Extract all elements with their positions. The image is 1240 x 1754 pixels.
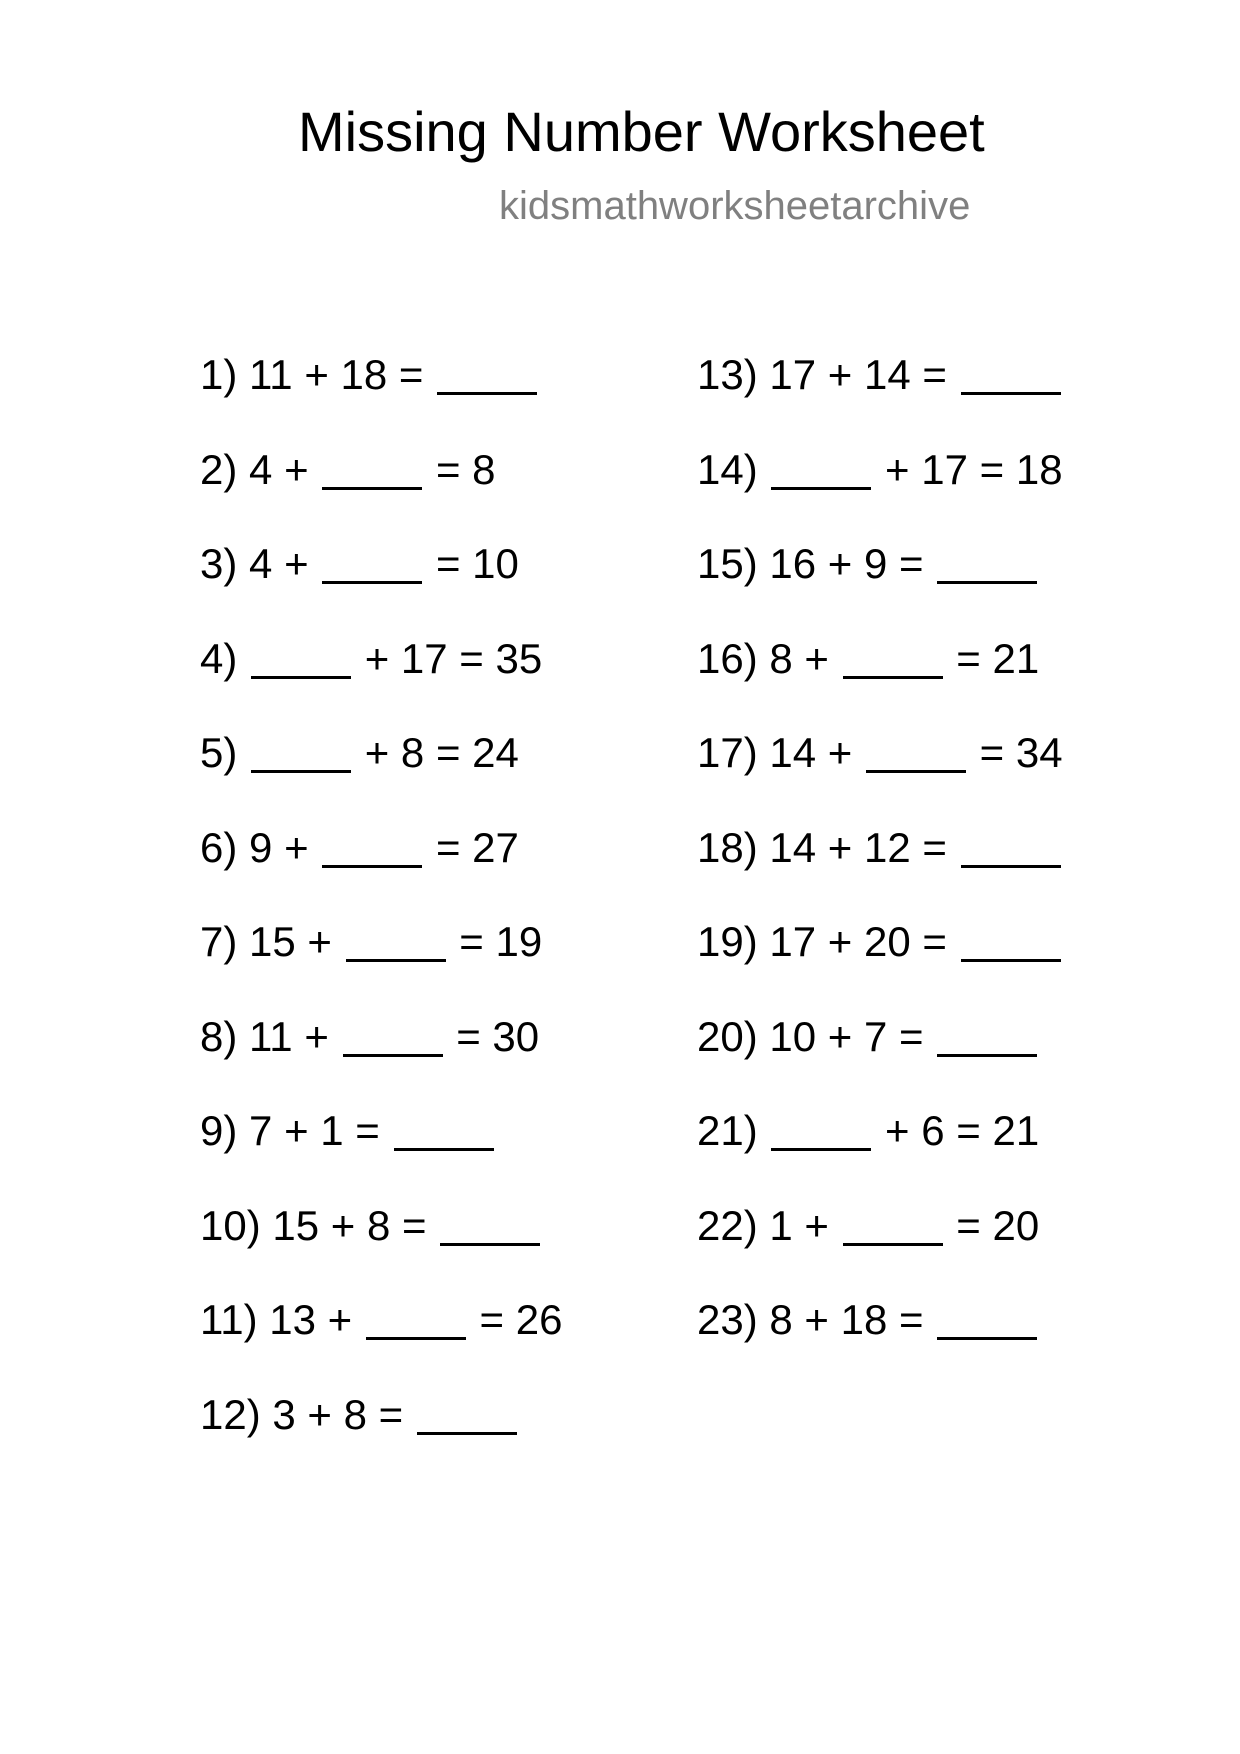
plus-operator: + <box>827 918 853 965</box>
equals-sign: = <box>402 1201 427 1249</box>
problem-item <box>200 726 562 821</box>
equals-sign: = <box>456 1012 481 1060</box>
equals-sign: = <box>459 918 484 965</box>
answer-blank[interactable] <box>771 1148 871 1151</box>
operand: 4 <box>249 445 273 493</box>
operand: 13 <box>269 1296 316 1343</box>
operand: 7 <box>249 1107 273 1154</box>
equals-sign: = <box>899 1012 924 1060</box>
problem-number: 22) <box>697 1201 758 1249</box>
plus-operator: + <box>804 1201 829 1249</box>
problem-item <box>697 915 1063 1010</box>
problem-item <box>200 537 562 632</box>
problem-item <box>200 632 562 727</box>
answer-blank[interactable] <box>322 581 422 584</box>
operand: 7 <box>863 1012 888 1060</box>
plus-operator: + <box>330 1201 356 1249</box>
operand: 16 <box>769 540 817 587</box>
operand: 10 <box>472 540 519 587</box>
problem-item <box>200 915 562 1010</box>
operand: 3 <box>272 1390 296 1438</box>
operand: 21 <box>992 634 1040 682</box>
operand: 14 <box>769 729 817 776</box>
equals-sign: = <box>922 351 947 398</box>
answer-blank[interactable] <box>843 1243 943 1246</box>
plus-operator: + <box>327 1296 353 1343</box>
operand: 18 <box>1015 445 1063 493</box>
problem-item <box>200 1293 562 1388</box>
answer-blank[interactable] <box>343 1054 443 1057</box>
answer-blank[interactable] <box>322 487 422 490</box>
equals-sign: = <box>435 823 461 871</box>
problem-number: 18) <box>697 823 758 871</box>
problem-number: 5) <box>200 729 238 776</box>
plus-operator: + <box>827 729 853 776</box>
operand: 8 <box>769 1296 793 1343</box>
operand: 1 <box>320 1107 344 1154</box>
equals-sign: = <box>479 1296 505 1343</box>
problem-item <box>697 1010 1063 1105</box>
problem-number: 21) <box>697 1107 758 1154</box>
plus-operator: + <box>364 729 390 776</box>
operand: 12 <box>863 823 911 871</box>
operand: 6 <box>921 1107 945 1154</box>
problem-number: 10) <box>200 1201 261 1249</box>
operand: 10 <box>769 1012 817 1060</box>
operand: 17 <box>769 918 817 965</box>
operand: 8 <box>769 634 793 682</box>
equals-sign: = <box>956 634 981 682</box>
operand: 27 <box>472 823 519 871</box>
operand: 24 <box>472 729 519 776</box>
problem-column-left <box>200 348 562 1482</box>
equals-sign: = <box>899 1296 924 1343</box>
problem-number: 23) <box>697 1296 758 1343</box>
operand: 11 <box>249 1012 293 1060</box>
plus-operator: + <box>304 1012 329 1060</box>
equals-sign: = <box>956 1107 981 1154</box>
problem-item <box>200 821 562 916</box>
problem-number: 7) <box>200 918 238 965</box>
plus-operator: + <box>307 1390 332 1438</box>
operand: 8 <box>366 1201 391 1249</box>
problem-column-right <box>697 348 1063 1388</box>
problem-number: 4) <box>200 634 238 682</box>
answer-blank[interactable] <box>937 1054 1037 1057</box>
operand: 34 <box>1015 729 1063 776</box>
plus-operator: + <box>827 823 853 871</box>
problem-item <box>697 1199 1063 1294</box>
equals-sign: = <box>956 1201 981 1249</box>
operand: 8 <box>343 1390 367 1438</box>
answer-blank[interactable] <box>937 1337 1037 1340</box>
operand: 15 <box>249 918 296 965</box>
problem-item <box>697 348 1063 443</box>
problem-item <box>697 821 1063 916</box>
equals-sign: = <box>355 1107 380 1154</box>
plus-operator: + <box>827 540 853 587</box>
answer-blank[interactable] <box>440 1243 540 1246</box>
operand: 19 <box>495 918 543 965</box>
problem-number: 19) <box>697 918 758 965</box>
problem-item <box>200 1010 562 1105</box>
equals-sign: = <box>435 729 461 776</box>
answer-blank[interactable] <box>251 770 351 773</box>
plus-operator: + <box>804 634 829 682</box>
equals-sign: = <box>979 729 1005 776</box>
operand: 18 <box>840 1296 888 1343</box>
problem-item <box>200 1199 562 1294</box>
operand: 21 <box>992 1107 1040 1154</box>
equals-sign: = <box>922 823 947 871</box>
equals-sign: = <box>435 445 461 493</box>
problem-number: 16) <box>697 634 758 682</box>
equals-sign: = <box>378 1390 404 1438</box>
answer-blank[interactable] <box>366 1337 466 1340</box>
problem-number: 1) <box>200 351 238 398</box>
operand: 17 <box>400 634 448 682</box>
plus-operator: + <box>364 634 390 682</box>
operand: 35 <box>495 634 543 682</box>
operand: 9 <box>863 540 888 587</box>
plus-operator: + <box>827 351 853 398</box>
equals-sign: = <box>435 540 461 587</box>
answer-blank[interactable] <box>322 865 422 868</box>
problem-item <box>200 443 562 538</box>
problem-item <box>697 443 1063 538</box>
plus-operator: + <box>827 1012 853 1060</box>
answer-blank[interactable] <box>417 1432 517 1435</box>
problem-item <box>697 632 1063 727</box>
problem-number: 11) <box>200 1296 258 1343</box>
plus-operator: + <box>885 445 910 493</box>
problem-number: 17) <box>697 729 758 776</box>
answer-blank[interactable] <box>346 959 446 962</box>
problem-number: 3) <box>200 540 238 587</box>
operand: 14 <box>769 823 817 871</box>
problem-number: 12) <box>200 1390 261 1438</box>
answer-blank[interactable] <box>394 1148 494 1151</box>
operand: 20 <box>992 1201 1040 1249</box>
answer-blank[interactable] <box>937 581 1037 584</box>
operand: 1 <box>769 1201 793 1249</box>
operand: 11 <box>249 351 293 398</box>
plus-operator: + <box>885 1107 910 1154</box>
plus-operator: + <box>304 351 329 398</box>
problem-item <box>200 348 562 443</box>
answer-blank[interactable] <box>771 487 871 490</box>
problem-item <box>200 1388 562 1483</box>
equals-sign: = <box>398 351 424 398</box>
operand: 8 <box>400 729 425 776</box>
equals-sign: = <box>979 445 1005 493</box>
operand: 8 <box>472 445 496 493</box>
problem-number: 15) <box>697 540 758 587</box>
plus-operator: + <box>307 918 332 965</box>
operand: 4 <box>249 540 273 587</box>
answer-blank[interactable] <box>251 676 351 679</box>
plus-operator: + <box>284 1107 309 1154</box>
problem-item <box>697 537 1063 632</box>
problem-number: 9) <box>200 1107 238 1154</box>
operand: 18 <box>340 351 388 398</box>
problem-number: 13) <box>697 351 758 398</box>
equals-sign: = <box>899 540 924 587</box>
plus-operator: + <box>284 445 309 493</box>
problem-number: 8) <box>200 1012 238 1060</box>
operand: 9 <box>249 823 273 871</box>
operand: 20 <box>863 918 911 965</box>
operand: 17 <box>769 351 817 398</box>
problem-number: 2) <box>200 445 238 493</box>
operand: 15 <box>272 1201 320 1249</box>
worksheet-title: Missing Number Worksheet <box>298 100 985 163</box>
operand: 26 <box>515 1296 563 1343</box>
plus-operator: + <box>804 1296 829 1343</box>
operand: 17 <box>921 445 968 493</box>
plus-operator: + <box>284 540 309 587</box>
answer-blank[interactable] <box>961 959 1061 962</box>
equals-sign: = <box>459 634 484 682</box>
answer-blank[interactable] <box>437 392 537 395</box>
problem-number: 14) <box>697 445 758 493</box>
problem-number: 6) <box>200 823 238 871</box>
problem-item <box>697 1293 1063 1388</box>
operand: 14 <box>863 351 911 398</box>
problem-item <box>200 1104 562 1199</box>
answer-blank[interactable] <box>866 770 966 773</box>
worksheet-subtitle: kidsmathworksheetarchive <box>499 184 971 228</box>
problem-number: 20) <box>697 1012 758 1060</box>
equals-sign: = <box>922 918 947 965</box>
answer-blank[interactable] <box>961 865 1061 868</box>
answer-blank[interactable] <box>843 676 943 679</box>
plus-operator: + <box>284 823 309 871</box>
problem-item <box>697 1104 1063 1199</box>
operand: 30 <box>492 1012 540 1060</box>
answer-blank[interactable] <box>961 392 1061 395</box>
problem-item <box>697 726 1063 821</box>
